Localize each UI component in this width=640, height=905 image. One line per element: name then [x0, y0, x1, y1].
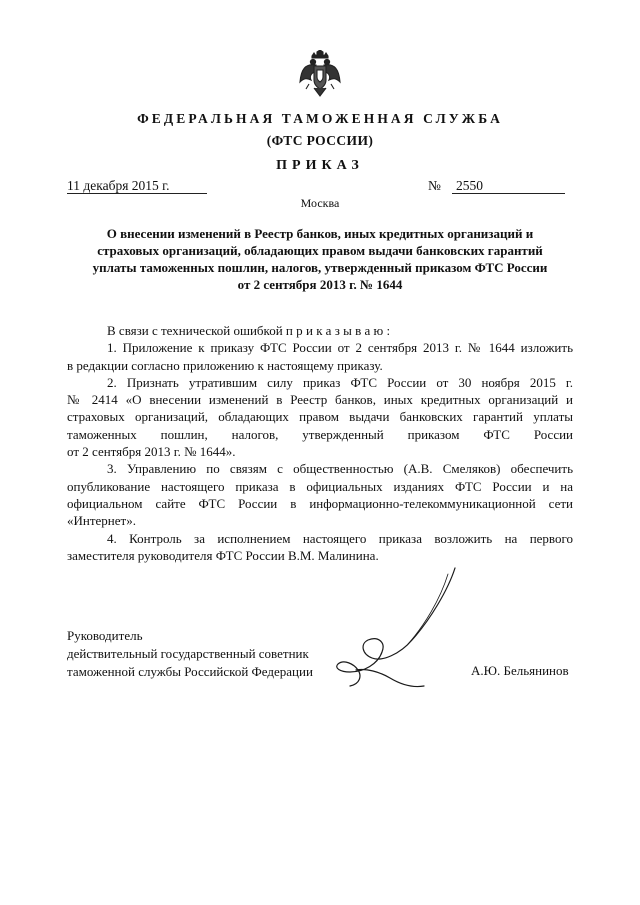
paragraph-3-line: опубликование настоящего приказа в официальных изданиях ФТС России и на: [67, 478, 573, 494]
paragraph-3-line: «Интернет».: [67, 513, 136, 529]
order-number: 2550: [452, 178, 565, 194]
paragraph-3-line: официальном сайте ФТС России в информационно-телекоммуникационной сети: [67, 495, 573, 511]
document-type: ПРИКАЗ: [276, 158, 364, 173]
signatory-position-line: Руководитель: [67, 628, 143, 643]
order-date: 11 декабря 2015 г.: [67, 178, 207, 194]
signatory-position: [67, 627, 313, 681]
paragraph-4-line: заместителя руководителя ФТС России В.М. Малинина.: [67, 547, 379, 563]
paragraph-2-line: 2. Признать утратившим силу приказ ФТС России от 30 ноября 2015 г.: [107, 374, 573, 390]
paragraph-1-line: в редакции согласно приложению к настоящему приказу.: [67, 357, 383, 373]
paragraph-2-line: таможенных пошлин, налогов, утвержденный приказом ФТС России: [67, 426, 573, 442]
intro-verb: приказываю:: [285, 323, 394, 338]
intro-prefix: В связи с технической ошибкой: [107, 323, 283, 338]
handwritten-signature-icon: [320, 560, 480, 700]
paragraph-4-line: 4. Контроль за исполнением настоящего приказа возложить на первого: [107, 530, 573, 546]
coat-of-arms-icon: [299, 50, 341, 98]
order-body: [67, 322, 573, 564]
paragraph-2-line: № 2414 «О внесении изменений в Реестр банков, иных кредитных организаций и: [67, 392, 573, 408]
agency-short-name: (ФТС РОССИИ): [266, 133, 374, 148]
signatory-name: А.Ю. Бельянинов: [471, 663, 569, 678]
title-line: страховых организаций, обладающих правом выдачи банковских гарантий: [97, 243, 543, 258]
paragraph-1-line: 1. Приложение к приказу ФТС России от 2 сентября 2013 г. № 1644 изложить: [107, 340, 573, 356]
title-line: уплаты таможенных пошлин, налогов, утвержденный приказом ФТС России: [92, 260, 548, 275]
city: Москва: [300, 196, 340, 210]
paragraph-3-line: 3. Управлению по связям с общественностью (А.В. Смеляков) обеспечить: [107, 461, 573, 477]
order-number-sign: №: [428, 178, 441, 193]
agency-full-name: ФЕДЕРАЛЬНАЯ ТАМОЖЕННАЯ СЛУЖБА: [137, 111, 503, 126]
signatory-position-line: таможенной службы Российской Федерации: [67, 664, 313, 679]
order-title: [58, 225, 582, 293]
title-line: О внесении изменений в Реестр банков, иных кредитных организаций и: [106, 226, 534, 241]
paragraph-2-line: от 2 сентября 2013 г. № 1644».: [67, 444, 236, 460]
title-line: от 2 сентября 2013 г. № 1644: [237, 277, 403, 292]
signatory-position-line: действительный государственный советник: [67, 646, 309, 661]
intro-line: [67, 322, 573, 339]
paragraph-2-line: страховых организаций, обладающих правом выдачи банковских гарантий уплаты: [67, 409, 573, 425]
